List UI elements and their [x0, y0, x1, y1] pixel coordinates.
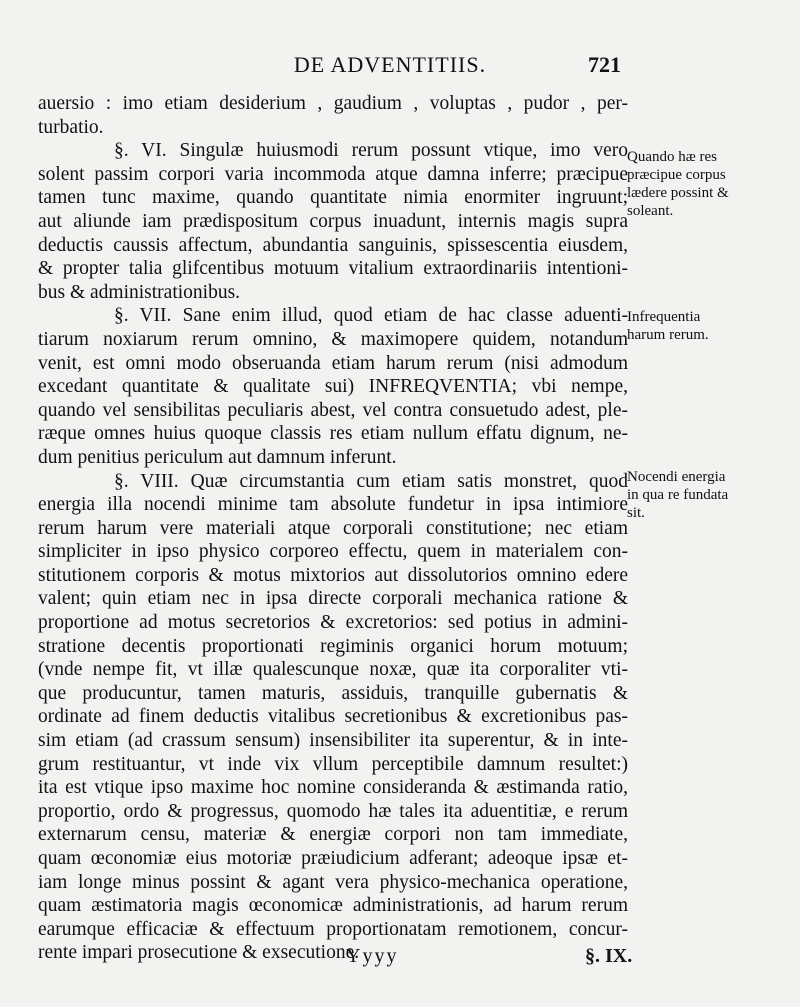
text-line: dum penitius periculum aut damnum inferunt.	[38, 446, 397, 468]
text-line: ordinate ad finem deductis vitalibus secretionibus & excretionibus pas-	[38, 706, 628, 728]
text-line: solent passim corpori varia incommoda atque damna inferre; præcipue	[38, 163, 628, 185]
text-line: quando vel sensibilitas peculiaris abest, vel contra consuetudo adest, ple-	[38, 399, 628, 421]
text-line: que producuntur, tamen maturis, assiduis, tranquille gubernatis &	[38, 682, 628, 704]
text-line: bus & administrationibus.	[38, 281, 241, 303]
margin-note: Quando hæ res præcipue corpus lædere possint & soleant.	[627, 149, 729, 219]
text-line: ita est vtique ipso maxime hoc nomine consideranda & æstimanda ratio,	[38, 777, 628, 799]
text-line: §. VII. Sane enim illud, quod etiam de hac classe aduenti-	[114, 305, 628, 327]
text-line: energia illa nocendi minime tam absolute fundetur in ipsa intimiore	[38, 494, 628, 516]
text-line: deductis caussis affectum, abundantia sanguinis, spissescentia eiusdem,	[38, 234, 628, 256]
text-line: rente impari prosecutione & exsecutione.	[38, 942, 360, 964]
text-line: venit, est omni modo obseruanda etiam harum rerum (nisi admodum	[38, 352, 628, 374]
text-line: tamen tunc maxime, quando quantitate nimia enormiter ingruunt;	[38, 187, 628, 209]
text-line: tiarum noxiarum rerum omnino, & maximopere quidem, notandum	[38, 328, 628, 350]
text-line: §. VIII. Quæ circumstantia cum etiam satis monstret, quod	[114, 470, 628, 492]
text-line: proportio, ordo & progressus, quomodo hæ tales ita aduentitiæ, e rerum	[38, 800, 628, 822]
text-line: auersio : imo etiam desiderium , gaudium , voluptas , pudor , per-	[38, 93, 628, 114]
text-line: valent; quin etiam nec in ipsa directe corporali mechanica ratione &	[38, 588, 628, 610]
text-line: earumque efficaciæ & effectuum proportionatam remotionem, concur-	[38, 918, 628, 940]
text-line: (vnde nempe fit, vt illæ qualescunque noxæ, quæ ita corporaliter vti-	[38, 659, 628, 681]
main-text	[38, 92, 628, 965]
running-head: DE ADVENTITIIS.	[293, 52, 487, 77]
catchword: §. IX.	[585, 945, 633, 967]
text-line: quam œconomiæ eius motoriæ præiudicium adferant; adeoque ipsæ et-	[38, 848, 628, 869]
text-line: aut aliunde iam prædispositum corpus inuadunt, internis magis supra	[38, 210, 628, 232]
page-number: 721	[588, 52, 621, 77]
text-line: iam longe minus possint & agant vera physico-mechanica operatione,	[38, 871, 628, 893]
text-line: externarum censu, materiæ & energiæ corpori non tam immediate,	[38, 824, 628, 846]
text-line: sim etiam (ad crassum sensum) insensibiliter ita superentur, & in inte-	[38, 730, 628, 752]
text-line: excedant quantitate & qualitate sui) INFREQVENTIA; vbi nempe,	[38, 376, 628, 398]
margin-note: Nocendi energia in qua re fundata sit.	[627, 469, 729, 521]
text-line: ræque omnes huius quoque classis res etiam nullum effatu dignum, ne-	[38, 423, 628, 445]
margin-note: Infrequentia harum rerum.	[627, 309, 709, 343]
text-line: stitutionem corporis & motus mixtorios aut dissolutorios omnino edere	[38, 564, 628, 586]
text-line: §. VI. Singulæ huiusmodi rerum possunt vtique, imo vero	[114, 140, 628, 162]
text-line: grum restituantur, vt inde vix vllum perceptibile damnum resultet:)	[38, 753, 628, 775]
text-line: turbatio.	[38, 116, 104, 138]
text-line: simpliciter in ipso physico corporeo effectu, quem in materialem con-	[38, 541, 628, 563]
text-line: & propter talia glifcentibus motuum vitalium extraordinariis intentioni-	[38, 258, 628, 280]
text-line: rerum harum vere materiali atque corporali constitutione; nec etiam	[38, 517, 628, 539]
text-line: quam æstimatoria magis œconomicæ administrationis, ad harum rerum	[38, 895, 628, 917]
text-line: stratione decentis proportionati regiminis organici horum motuum;	[38, 635, 628, 657]
text-line: proportione ad motus secretorios & excretorios: sed potius in admini-	[38, 612, 628, 634]
signature-mark: Yyyy	[346, 945, 399, 967]
